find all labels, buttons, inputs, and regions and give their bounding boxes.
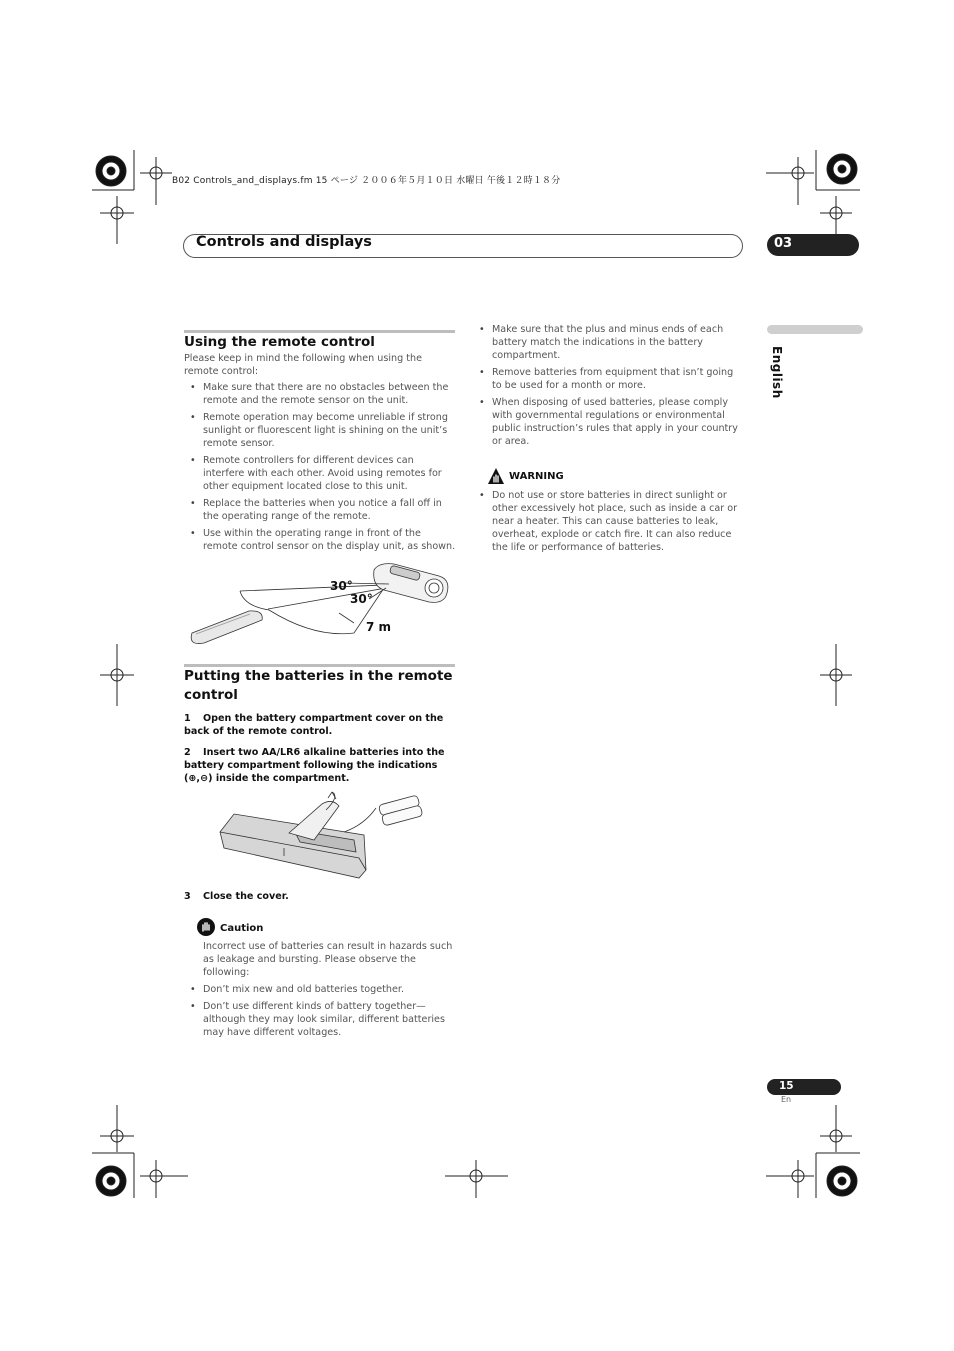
list-item: • Do not use or store batteries in direct sunlight or other excessively hot place, such as inside a car or near a heater. This can cause batteries to leak, overheat, explode or catch fire. It can also reduce the life or performance of batteries. — [473, 489, 745, 554]
list-item: • Use within the operating range in front of the remote control sensor on the display unit, as shown. — [184, 527, 457, 553]
step-text: Close the cover. — [203, 891, 289, 902]
step-text: Open the battery compartment cover on the back of the remote control. — [184, 713, 444, 737]
list-item: • Make sure that there are no obstacles between the remote and the remote sensor on the unit. — [184, 381, 457, 407]
warning-title: WARNING — [509, 471, 564, 482]
list-item: • Replace the batteries when you notice a fall off in the operating range of the remote. — [184, 497, 457, 523]
file-stamp: B02 Controls_and_displays.fm 15 ページ ２００６年５月１０日 水曜日 午後１２時１８分 — [172, 176, 561, 186]
step-number: 1 — [184, 713, 191, 724]
list-item: • Remote controllers for different devices can interfere with each other. Avoid using remotes for other equipment located close to this unit. — [184, 454, 457, 493]
step-number: 3 — [184, 891, 191, 902]
starburst-mark-bottom-right — [827, 1166, 857, 1196]
list-item: • Remote operation may become unreliable if strong sunlight or fluorescent light is shining on the unit’s remote sensor. — [184, 411, 457, 450]
section-heading-batteries: Putting the batteries in the remote control — [184, 668, 453, 703]
list-item: • Remove batteries from equipment that isn’t going to be used for a month or more. — [473, 366, 745, 392]
caution-intro: Incorrect use of batteries can result in hazards such as leakage and bursting. Please observe the following: — [203, 941, 453, 978]
angle-lower-label: 30° — [350, 592, 373, 606]
angle-upper-label: 30° — [330, 579, 353, 593]
step-number: 2 — [184, 747, 191, 758]
battery-tips-list — [473, 323, 745, 452]
page-number: 15 — [779, 1080, 794, 1092]
caution-title: Caution — [220, 923, 264, 934]
caution-hand-icon — [197, 918, 215, 936]
step-2 — [184, 746, 456, 785]
remote-usage-list — [184, 381, 457, 557]
section-heading-remote: Using the remote control — [184, 334, 375, 350]
page-language-code: En — [781, 1095, 792, 1104]
language-tab-bar — [767, 325, 863, 334]
starburst-mark-bottom-left — [96, 1166, 126, 1196]
step-text: Insert two AA/LR6 alkaline batteries into the battery compartment following the indications (⊕,⊖) inside the compartment. — [184, 747, 445, 784]
chapter-number: 03 — [774, 236, 793, 251]
language-tab: English — [770, 346, 784, 399]
warning-icon-graphic — [487, 467, 505, 485]
caution-list — [184, 983, 457, 1043]
list-item: • Don’t use different kinds of battery together—although they may look similar, different batteries may have different voltages. — [184, 1000, 457, 1039]
step-3 — [184, 890, 456, 903]
warning-list — [473, 489, 745, 558]
list-item: • Don’t mix new and old batteries together. — [184, 983, 457, 996]
list-item: • When disposing of used batteries, please comply with governmental regulations or environmental public instruction’s rules that apply in your country or area. — [473, 396, 745, 448]
remote-range-figure — [184, 558, 456, 653]
remote-range-illustration — [184, 558, 456, 653]
starburst-mark-top-right — [827, 154, 857, 184]
section-intro: Please keep in mind the following when using the remote control: — [184, 353, 423, 377]
caution-icon-graphic — [197, 918, 215, 936]
starburst-mark-top-left — [96, 156, 126, 186]
distance-label: 7 m — [366, 620, 392, 634]
list-item: • Make sure that the plus and minus ends of each battery match the indications in the battery compartment. — [473, 323, 745, 362]
battery-insert-illustration — [214, 790, 424, 885]
step-1 — [184, 712, 456, 738]
warning-icon — [487, 467, 505, 485]
battery-insert-figure — [214, 790, 424, 885]
chapter-title: Controls and displays — [196, 234, 372, 250]
